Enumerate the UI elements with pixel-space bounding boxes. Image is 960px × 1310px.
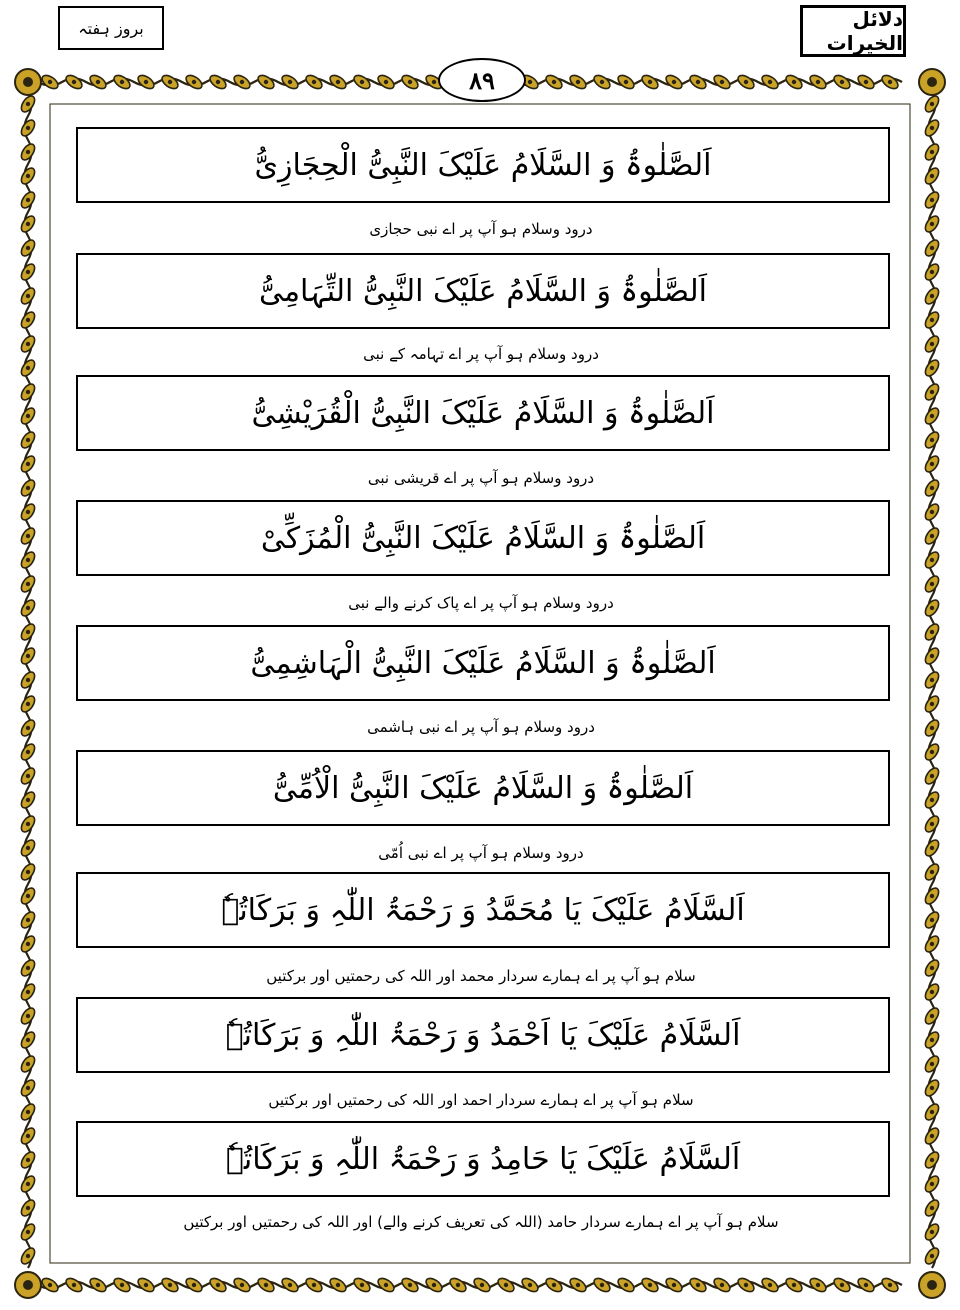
urdu-translation: درود وسلام ہو آپ پر اے نبی اُمّی xyxy=(378,844,584,862)
urdu-translation: درود وسلام ہو آپ پر اے پاک کرنے والے نبی xyxy=(348,594,614,612)
arabic-durood-box: اَلسَّلَامُ عَلَیْکَ یَا اَحْمَدُ وَ رَحْمَۃُ اللّٰہِ وَ بَرَکَاتُہٗ xyxy=(76,997,890,1073)
urdu-translation: سلام ہو آپ پر اے ہمارے سردار حامد (اللہ کی تعریف کرنے والے) اور اللہ کی رحمتیں اور برکتیں xyxy=(183,1213,779,1231)
day-label: بروز ہفتہ xyxy=(58,6,164,50)
urdu-translation: درود وسلام ہو آپ پر اے قریشی نبی xyxy=(367,469,595,487)
arabic-durood-box: اَلصَّلٰوۃُ وَ السَّلَامُ عَلَیْکَ النَّبِیُّ الْاُمِّیُّ xyxy=(76,750,890,826)
arabic-durood-box: اَلسَّلَامُ عَلَیْکَ یَا حَامِدُ وَ رَحْمَۃُ اللّٰہِ وَ بَرَکَاتُہٗ xyxy=(76,1121,890,1197)
arabic-durood-box: اَلصَّلٰوۃُ وَ السَّلَامُ عَلَیْکَ النَّبِیُّ الْہَاشِمِیُّ xyxy=(76,625,890,701)
arabic-durood-box: اَلسَّلَامُ عَلَیْکَ یَا مُحَمَّدُ وَ رَحْمَۃُ اللّٰہِ وَ بَرَکَاتُہٗ xyxy=(76,872,890,948)
arabic-durood-box: اَلصَّلٰوۃُ وَ السَّلَامُ عَلَیْکَ النَّبِیُّ الْقُرَیْشِیُّ xyxy=(76,375,890,451)
urdu-translation: درود وسلام ہو آپ پر اے نبی ہاشمی xyxy=(367,718,595,736)
urdu-translation: سلام ہو آپ پر اے ہمارے سردار احمد اور اللہ کی رحمتیں اور برکتیں xyxy=(268,1091,694,1109)
urdu-translation: درود وسلام ہو آپ پر اے نبی حجازی xyxy=(369,220,593,238)
book-title: دلائل الخیرات xyxy=(800,5,906,57)
arabic-durood-box: اَلصَّلٰوۃُ وَ السَّلَامُ عَلَیْکَ النَّبِیُّ التِّہَامِیُّ xyxy=(76,253,890,329)
urdu-translation: سلام ہو آپ پر اے ہمارے سردار محمد اور اللہ کی رحمتیں اور برکتیں xyxy=(266,967,696,985)
arabic-durood-box: اَلصَّلٰوۃُ وَ السَّلَامُ عَلَیْکَ النَّبِیُّ الْمُزَکِّیْ xyxy=(76,500,890,576)
page-number: ۸۹ xyxy=(438,58,526,102)
arabic-durood-box: اَلصَّلٰوۃُ وَ السَّلَامُ عَلَیْکَ النَّبِیُّ الْحِجَازِیُّ xyxy=(76,127,890,203)
urdu-translation: درود وسلام ہو آپ پر اے تہامہ کے نبی xyxy=(363,345,599,363)
